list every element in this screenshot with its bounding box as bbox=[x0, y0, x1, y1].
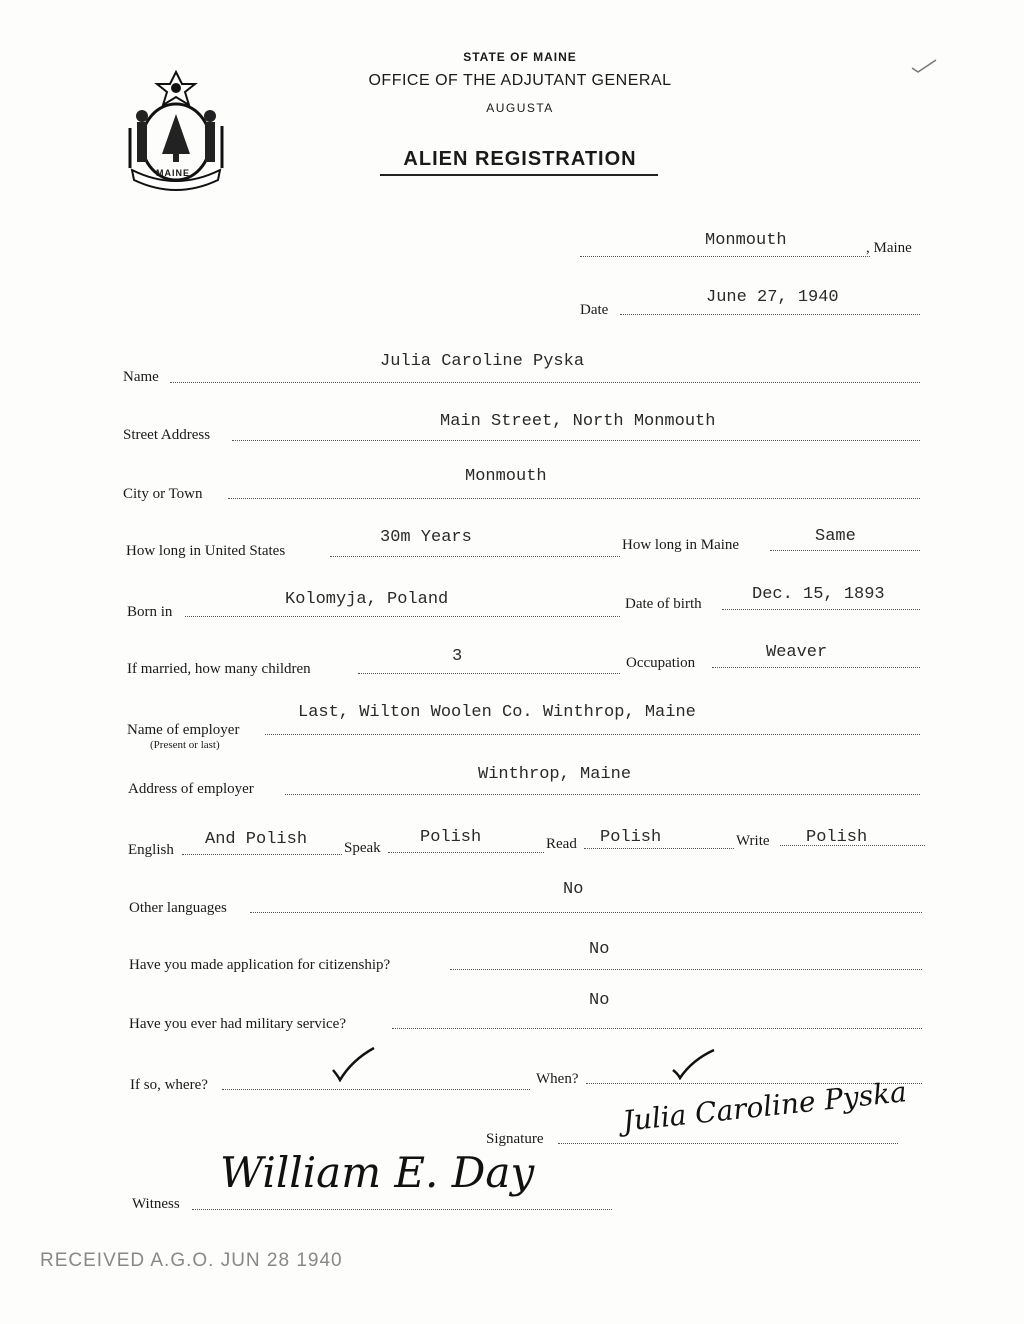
read-value: Polish bbox=[600, 828, 662, 847]
how-long-us-line bbox=[330, 556, 620, 557]
tick-mark-icon bbox=[910, 56, 938, 74]
when-label: When? bbox=[536, 1071, 579, 1087]
city-value: Monmouth bbox=[465, 467, 547, 486]
street-label: Street Address bbox=[123, 427, 211, 443]
other-languages-value: No bbox=[563, 880, 584, 899]
date-line bbox=[620, 314, 920, 315]
write-value: Polish bbox=[806, 828, 868, 847]
office-heading: OFFICE OF THE ADJUTANT GENERAL bbox=[368, 72, 672, 89]
signature-value: Julia Caroline Pyska bbox=[621, 1075, 909, 1138]
born-in-value: Kolomyja, Poland bbox=[285, 590, 449, 609]
how-long-maine-label: How long in Maine bbox=[622, 537, 740, 553]
street-value: Main Street, North Monmouth bbox=[440, 412, 716, 431]
other-languages-label: Other languages bbox=[129, 900, 227, 916]
dob-line bbox=[722, 609, 920, 610]
read-line bbox=[584, 848, 734, 849]
signature-label: Signature bbox=[486, 1131, 544, 1147]
employer-sublabel: (Present or last) bbox=[150, 739, 220, 751]
english-line bbox=[182, 854, 342, 855]
dob-value: Dec. 15, 1893 bbox=[752, 585, 885, 604]
signature-line bbox=[558, 1143, 898, 1144]
street-line bbox=[232, 440, 920, 441]
employer-value: Last, Wilton Woolen Co. Winthrop, Maine bbox=[298, 703, 696, 722]
citizenship-value: No bbox=[589, 940, 610, 959]
received-stamp: RECEIVED A.G.O. JUN 28 1940 bbox=[40, 1250, 343, 1271]
employer-address-label: Address of employer bbox=[128, 781, 254, 797]
state-heading: STATE OF MAINE bbox=[463, 50, 577, 64]
where-line bbox=[222, 1089, 530, 1090]
born-in-line bbox=[185, 616, 620, 617]
children-label: If married, how many children bbox=[127, 661, 311, 677]
date-value: June 27, 1940 bbox=[706, 288, 839, 307]
witness-signature: William E. Day bbox=[220, 1148, 535, 1197]
seal-banner-text: MAINE bbox=[156, 168, 190, 178]
title-underline bbox=[380, 174, 658, 176]
when-check-icon bbox=[670, 1048, 716, 1080]
how-long-us-value: 30m Years bbox=[380, 528, 472, 547]
read-label: Read bbox=[546, 836, 577, 852]
where-check-icon bbox=[330, 1046, 376, 1082]
town-line bbox=[580, 256, 870, 257]
name-label: Name bbox=[123, 369, 159, 385]
military-label: Have you ever had military service? bbox=[129, 1016, 346, 1032]
name-value: Julia Caroline Pyska bbox=[380, 352, 585, 371]
occupation-label: Occupation bbox=[626, 655, 696, 671]
employer-address-line bbox=[285, 794, 920, 795]
dob-label: Date of birth bbox=[625, 596, 702, 612]
speak-value: Polish bbox=[420, 828, 482, 847]
born-in-label: Born in bbox=[127, 604, 173, 620]
witness-line bbox=[192, 1209, 612, 1210]
date-label: Date bbox=[580, 302, 609, 318]
name-line bbox=[170, 382, 920, 383]
where-label: If so, where? bbox=[130, 1077, 208, 1093]
form-title: ALIEN REGISTRATION bbox=[403, 148, 637, 170]
english-value: And Polish bbox=[205, 830, 308, 849]
occupation-line bbox=[712, 667, 920, 668]
other-languages-line bbox=[250, 912, 922, 913]
employer-address-value: Winthrop, Maine bbox=[478, 765, 632, 784]
children-value: 3 bbox=[452, 647, 463, 666]
military-value: No bbox=[589, 991, 610, 1010]
witness-label: Witness bbox=[132, 1196, 180, 1212]
speak-line bbox=[388, 852, 544, 853]
employer-label: Name of employer bbox=[127, 722, 240, 738]
employer-line bbox=[265, 734, 920, 735]
speak-label: Speak bbox=[344, 840, 381, 856]
write-label: Write bbox=[736, 833, 770, 849]
town-value: Monmouth bbox=[705, 231, 787, 250]
citizenship-line bbox=[450, 969, 922, 970]
occupation-value: Weaver bbox=[766, 643, 828, 662]
how-long-us-label: How long in United States bbox=[126, 543, 286, 559]
children-line bbox=[358, 673, 620, 674]
city-heading: AUGUSTA bbox=[486, 101, 554, 115]
english-label: English bbox=[128, 842, 174, 858]
how-long-maine-line bbox=[770, 550, 920, 551]
city-label: City or Town bbox=[123, 486, 203, 502]
city-line bbox=[228, 498, 920, 499]
citizenship-label: Have you made application for citizenship? bbox=[129, 957, 391, 973]
town-suffix: , Maine bbox=[866, 240, 912, 256]
military-line bbox=[392, 1028, 922, 1029]
how-long-maine-value: Same bbox=[815, 527, 856, 546]
